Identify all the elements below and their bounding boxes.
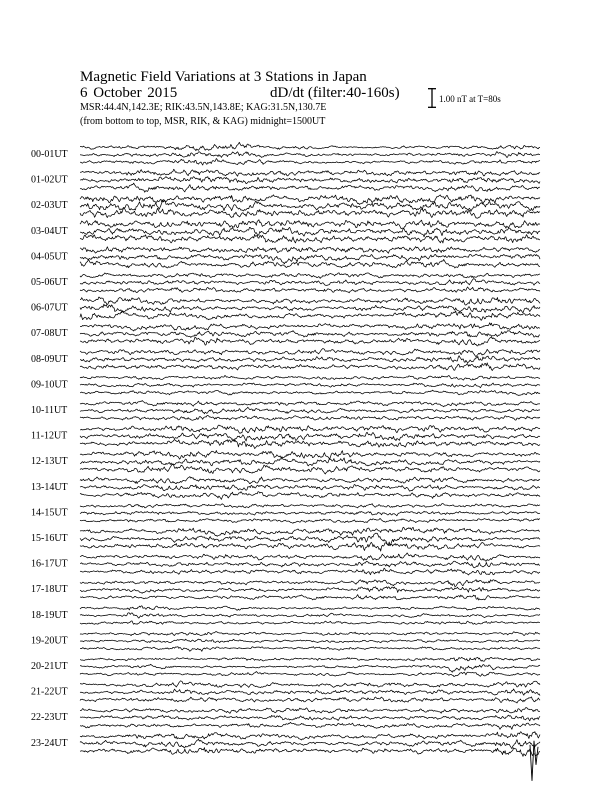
trace-kag xyxy=(80,273,540,279)
trace-kag xyxy=(80,657,540,661)
row-label: 00-01UT xyxy=(31,149,68,160)
trace-rik xyxy=(80,331,540,338)
trace-rik xyxy=(80,432,540,441)
trace-msr xyxy=(80,208,540,218)
trace-msr xyxy=(80,722,540,729)
trace-rik xyxy=(80,227,540,237)
trace-msr xyxy=(80,519,540,524)
trace-rik xyxy=(80,561,540,568)
row-label: 09-10UT xyxy=(31,379,68,391)
trace-rik xyxy=(80,639,540,643)
row-label: 21-22UT xyxy=(31,686,68,698)
trace-kag xyxy=(80,220,540,229)
trace-kag xyxy=(80,323,540,331)
trace-msr xyxy=(80,439,540,448)
trace-msr xyxy=(80,159,540,166)
trace-kag xyxy=(80,477,540,484)
trace-kag xyxy=(80,376,540,381)
trace-msr xyxy=(80,416,540,421)
trace-msr xyxy=(80,672,540,677)
trace-msr xyxy=(80,595,540,600)
trace-msr xyxy=(80,311,540,321)
trace-kag xyxy=(80,142,540,150)
trace-rik xyxy=(80,664,540,672)
trace-msr xyxy=(80,234,540,243)
row-label: 03-04UT xyxy=(31,225,68,237)
trace-msr xyxy=(80,568,540,575)
chart-date: 6 October 2015 xyxy=(80,85,178,101)
trace-rik xyxy=(80,715,540,721)
scale-bar xyxy=(428,88,436,108)
row-label: 13-14UT xyxy=(31,481,68,493)
row-label: 23-24UT xyxy=(31,737,68,749)
row-label: 14-15UT xyxy=(31,507,68,519)
trace-rik xyxy=(80,485,540,492)
trace-rik xyxy=(80,177,540,184)
trace-msr xyxy=(80,697,540,703)
chart-title: Magnetic Field Variations at 3 Stations in Japan xyxy=(80,69,367,85)
trace-kag xyxy=(80,681,540,688)
row-label: 18-19UT xyxy=(31,609,68,621)
row-label: 16-17UT xyxy=(31,558,68,570)
trace-kag xyxy=(80,708,540,714)
row-label: 02-03UT xyxy=(31,200,68,212)
row-label-group xyxy=(31,149,68,749)
trace-kag xyxy=(80,425,540,433)
trace-kag xyxy=(80,169,540,176)
trace-group xyxy=(80,142,540,781)
trace-kag xyxy=(80,247,540,254)
row-label: 19-20UT xyxy=(31,635,68,647)
trace-rik xyxy=(80,152,540,158)
trace-msr xyxy=(80,464,540,474)
trace-rik xyxy=(80,356,540,363)
row-label: 22-23UT xyxy=(31,712,68,724)
trace-kag xyxy=(80,401,540,407)
trace-kag xyxy=(80,451,540,460)
trace-kag xyxy=(80,195,540,205)
row-label: 17-18UT xyxy=(31,584,68,596)
trace-rik xyxy=(80,613,540,618)
trace-kag xyxy=(80,553,540,561)
trace-rik xyxy=(80,304,540,313)
row-label: 11-12UT xyxy=(31,430,68,442)
row-label: 15-16UT xyxy=(31,533,68,544)
row-label: 12-13UT xyxy=(31,456,68,468)
row-label: 07-08UT xyxy=(31,328,68,340)
trace-msr xyxy=(80,647,540,652)
trace-kag xyxy=(80,606,540,610)
trace-rik xyxy=(80,533,540,545)
trace-kag xyxy=(80,504,540,508)
station-order-note: (from bottom to top, MSR, RIK, & KAG) midnight=1500UT xyxy=(80,116,326,127)
trace-kag xyxy=(80,349,540,357)
trace-msr xyxy=(80,492,540,500)
trace-msr xyxy=(80,183,540,192)
trace-msr xyxy=(80,621,540,624)
trace-rik xyxy=(80,407,540,414)
trace-kag xyxy=(80,732,540,740)
trace-kag xyxy=(80,580,540,587)
filter-label: dD/dt (filter:40-160s) xyxy=(270,85,400,101)
row-label: 08-09UT xyxy=(31,353,68,365)
row-label: 04-05UT xyxy=(31,251,68,263)
trace-rik xyxy=(80,383,540,388)
trace-msr xyxy=(80,363,540,371)
trace-rik xyxy=(80,689,540,696)
trace-msr xyxy=(80,748,540,757)
station-coordinates: MSR:44.4N,142.3E; RIK:43.5N,143.8E; KAG:31.5N,130.7E xyxy=(80,102,327,113)
trace-rik xyxy=(80,739,540,749)
trace-msr xyxy=(80,390,540,395)
trace-rik xyxy=(80,200,540,212)
trace-rik xyxy=(80,587,540,594)
trace-msr xyxy=(80,287,540,293)
row-label: 05-06UT xyxy=(31,277,68,288)
trace-msr xyxy=(80,259,540,268)
row-label: 06-07UT xyxy=(31,302,68,314)
trace-kag xyxy=(80,527,540,536)
row-label: 20-21UT xyxy=(31,661,68,672)
trace-msr xyxy=(80,542,540,551)
row-label: 10-11UT xyxy=(31,405,68,416)
row-label: 01-02UT xyxy=(31,174,68,186)
trace-rik xyxy=(80,457,540,466)
trace-kag xyxy=(80,632,540,636)
trace-rik xyxy=(80,254,540,264)
trace-rik xyxy=(80,279,540,286)
trace-spike xyxy=(530,741,538,781)
trace-rik xyxy=(80,511,540,516)
scale-label: 1.00 nT at T=80s xyxy=(439,94,501,104)
trace-msr xyxy=(80,337,540,346)
trace-kag xyxy=(80,297,540,305)
